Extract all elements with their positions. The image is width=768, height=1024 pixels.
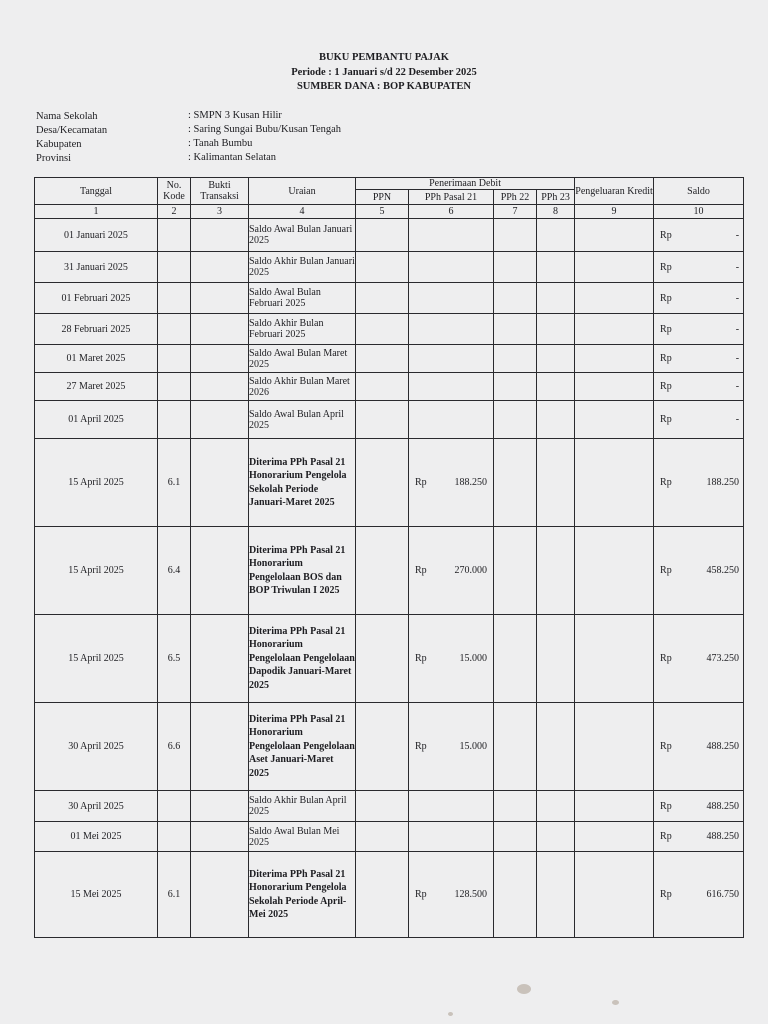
row-uraian: Saldo Akhir Bulan April 2025 [249,791,356,822]
row-uraian: Diterima PPh Pasal 21 Honorarium Pengelolaan Pengelolaan Aset Januari-Maret 2025 [249,703,356,791]
info-value-school: : SMPN 3 Kusan Hilir [188,110,282,121]
row-pph21 [409,252,494,283]
table-row [35,401,744,439]
column-number: 3 [191,205,249,219]
table-row [35,615,744,703]
info-label-school: Nama Sekolah [36,111,98,122]
header-saldo: Saldo [654,178,744,205]
row-uraian: Diterima PPh Pasal 21 Honorarium Pengelola Sekolah Periode Januari-Maret 2025 [249,439,356,527]
row-pph23 [537,822,575,852]
row-pph23 [537,527,575,615]
row-ppn [356,822,409,852]
header-tanggal: Tanggal [35,178,158,205]
row-pph22 [494,615,537,703]
row-uraian: Saldo Awal Bulan April 2025 [249,401,356,439]
row-pph22 [494,439,537,527]
table-row [35,703,744,791]
row-ppn [356,219,409,252]
row-pengeluaran [575,822,654,852]
row-pph21: Rp 128.500 [409,852,494,938]
header-uraian: Uraian [249,178,356,205]
row-date: 01 Februari 2025 [35,283,158,314]
row-pengeluaran [575,373,654,401]
info-label-district: Desa/Kecamatan [36,125,108,136]
row-pph23 [537,615,575,703]
row-pph21 [409,791,494,822]
column-number: 4 [249,205,356,219]
row-pph22 [494,703,537,791]
table-row [35,314,744,345]
row-bukti [191,439,249,527]
column-number: 5 [356,205,409,219]
row-kode [158,791,191,822]
info-value-regency: : Tanah Bumbu [188,138,253,149]
row-ppn [356,283,409,314]
header-penerimaan: Penerimaan Debit [356,178,575,190]
row-pph23 [537,219,575,252]
row-pph21 [409,401,494,439]
row-bukti [191,345,249,373]
row-bukti [191,852,249,938]
row-ppn [356,703,409,791]
header-ppn: PPN [356,190,409,205]
row-date: 01 Januari 2025 [35,219,158,252]
column-number: 9 [575,205,654,219]
row-pph22 [494,314,537,345]
table-row [35,252,744,283]
header-bukti: Bukti Transaksi [191,178,249,205]
row-pph21: Rp 270.000 [409,527,494,615]
row-pph23 [537,283,575,314]
row-pph23 [537,252,575,283]
column-number: 8 [537,205,575,219]
row-pengeluaran [575,314,654,345]
row-uraian: Saldo Akhir Bulan Februari 2025 [249,314,356,345]
row-kode [158,401,191,439]
table-row [35,345,744,373]
row-pph21 [409,283,494,314]
row-kode [158,219,191,252]
paper-stain [612,1000,619,1005]
row-kode [158,252,191,283]
header-kode: No. Kode [158,178,191,205]
row-pengeluaran [575,219,654,252]
row-pph23 [537,439,575,527]
info-value-district: : Saring Sungai Bubu/Kusan Tengah [188,124,342,135]
row-bukti [191,219,249,252]
row-pph22 [494,252,537,283]
row-pph21 [409,314,494,345]
row-bukti [191,791,249,822]
row-kode: 6.4 [158,527,191,615]
row-pph22 [494,852,537,938]
row-saldo: Rp - [654,283,744,314]
row-pph23 [537,314,575,345]
row-bukti [191,314,249,345]
row-pph21 [409,822,494,852]
row-saldo: Rp 488.250 [654,703,744,791]
fund-source: SUMBER DANA : BOP KABUPATEN [296,81,472,92]
info-label-regency: Kabupaten [36,139,82,150]
row-pph23 [537,791,575,822]
row-saldo: Rp 188.250 [654,439,744,527]
column-number: 2 [158,205,191,219]
row-kode: 6.5 [158,615,191,703]
row-kode: 6.1 [158,852,191,938]
row-saldo: Rp 488.250 [654,791,744,822]
row-saldo: Rp - [654,314,744,345]
row-saldo: Rp 488.250 [654,822,744,852]
table-row [35,439,744,527]
row-date: 15 Mei 2025 [35,852,158,938]
row-kode: 6.1 [158,439,191,527]
row-pph22 [494,401,537,439]
row-pph22 [494,791,537,822]
row-date: 15 April 2025 [35,439,158,527]
table-row [35,527,744,615]
header-pph23: PPh 23 [537,190,575,205]
row-pengeluaran [575,345,654,373]
row-uraian: Saldo Akhir Bulan Januari 2025 [249,252,356,283]
row-pph23 [537,703,575,791]
row-saldo: Rp - [654,401,744,439]
row-date: 01 Mei 2025 [35,822,158,852]
table-row [35,791,744,822]
row-saldo: Rp - [654,252,744,283]
row-bukti [191,703,249,791]
row-pengeluaran [575,252,654,283]
row-saldo: Rp 616.750 [654,852,744,938]
row-saldo: Rp - [654,373,744,401]
row-pph22 [494,527,537,615]
row-pph22 [494,283,537,314]
row-kode: 6.6 [158,703,191,791]
row-bukti [191,283,249,314]
row-uraian: Saldo Awal Bulan Januari 2025 [249,219,356,252]
row-pph23 [537,345,575,373]
column-number: 7 [494,205,537,219]
table-row [35,852,744,938]
column-number: 10 [654,205,744,219]
table-row [35,373,744,401]
row-pph21 [409,373,494,401]
row-pengeluaran [575,852,654,938]
row-uraian: Diterima PPh Pasal 21 Honorarium Pengelola Sekolah Periode April-Mei 2025 [249,852,356,938]
row-bukti [191,615,249,703]
row-uraian: Diterima PPh Pasal 21 Honorarium Pengelolaan BOS dan BOP Triwulan I 2025 [249,527,356,615]
row-ppn [356,527,409,615]
row-pengeluaran [575,527,654,615]
info-label-province: Provinsi [36,153,72,164]
row-ppn [356,252,409,283]
row-kode [158,373,191,401]
row-pph23 [537,852,575,938]
row-ppn [356,439,409,527]
column-number: 1 [35,205,158,219]
row-date: 30 April 2025 [35,703,158,791]
row-date: 15 April 2025 [35,615,158,703]
row-date: 27 Maret 2025 [35,373,158,401]
paper-stain [448,1012,453,1016]
document-title: BUKU PEMBANTU PAJAK [319,52,449,63]
row-uraian: Saldo Akhir Bulan Maret 2026 [249,373,356,401]
row-ppn [356,314,409,345]
row-date: 30 April 2025 [35,791,158,822]
row-ppn [356,852,409,938]
row-pph22 [494,822,537,852]
row-bukti [191,373,249,401]
row-uraian: Diterima PPh Pasal 21 Honorarium Pengelolaan Pengelolaan Dapodik Januari-Maret 2025 [249,615,356,703]
row-saldo: Rp - [654,345,744,373]
row-ppn [356,791,409,822]
paper-stain [517,984,531,994]
row-pph21: Rp 188.250 [409,439,494,527]
column-number: 6 [409,205,494,219]
row-saldo: Rp 458.250 [654,527,744,615]
row-pph21 [409,345,494,373]
row-date: 15 April 2025 [35,527,158,615]
table-row [35,822,744,852]
row-kode [158,345,191,373]
document-period: Periode : 1 Januari s/d 22 Desember 2025 [291,67,477,78]
row-ppn [356,373,409,401]
row-pengeluaran [575,439,654,527]
row-saldo: Rp - [654,219,744,252]
row-pengeluaran [575,401,654,439]
header-pengeluaran: Pengeluaran Kredit [575,178,654,205]
row-pph22 [494,345,537,373]
row-bukti [191,527,249,615]
row-pph23 [537,401,575,439]
row-ppn [356,401,409,439]
tax-ledger-table [34,177,744,938]
row-pph23 [537,373,575,401]
row-kode [158,314,191,345]
row-date: 01 Maret 2025 [35,345,158,373]
row-pph22 [494,219,537,252]
row-pengeluaran [575,615,654,703]
row-uraian: Saldo Awal Bulan Maret 2025 [249,345,356,373]
row-uraian: Saldo Awal Bulan Mei 2025 [249,822,356,852]
row-kode [158,283,191,314]
row-bukti [191,401,249,439]
row-date: 31 Januari 2025 [35,252,158,283]
header-pph21: PPh Pasal 21 [409,190,494,205]
row-ppn [356,615,409,703]
table-row [35,219,744,252]
row-kode [158,822,191,852]
row-pph22 [494,373,537,401]
header-pph22: PPh 22 [494,190,537,205]
row-date: 28 Februari 2025 [35,314,158,345]
row-bukti [191,822,249,852]
row-bukti [191,252,249,283]
row-date: 01 April 2025 [35,401,158,439]
row-pph21: Rp 15.000 [409,703,494,791]
row-uraian: Saldo Awal Bulan Februari 2025 [249,283,356,314]
row-pengeluaran [575,283,654,314]
row-pengeluaran [575,791,654,822]
row-pph21: Rp 15.000 [409,615,494,703]
table-row [35,283,744,314]
info-value-province: : Kalimantan Selatan [188,152,277,163]
row-pengeluaran [575,703,654,791]
row-pph21 [409,219,494,252]
row-saldo: Rp 473.250 [654,615,744,703]
row-ppn [356,345,409,373]
